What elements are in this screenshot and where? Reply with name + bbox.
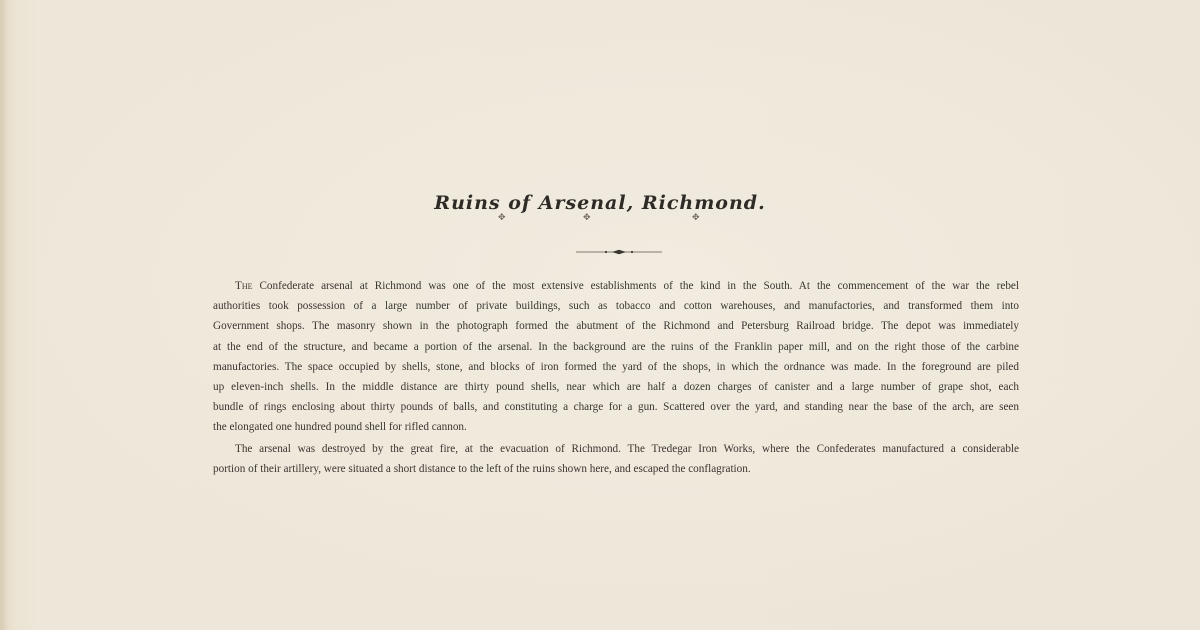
text-line: portion of their artillery, were situated a short distance to the left of the ruins shown here, and escaped the conflagration. [213,462,751,475]
flourish-ornament-icon: ✥ [498,213,506,223]
flourish-ornament-icon: ✥ [692,213,700,223]
text-line: The arsenal was destroyed by the great fire, at the evacuation of Richmond. The Tredegar Iron Works, where the Confederates manufactured a considerable [235,442,1019,455]
body-text [213,276,1019,479]
text-line: Government shops. The masonry shown in the photograph formed the abutment of the Richmond and Petersburg Railroad bridge. The depot was immediately [213,320,1019,333]
text-line: authorities took possession of a large number of private buildings, such as tobacco and cotton warehouses, and manufactories, and transformed them into [213,300,1019,313]
text-line: up eleven-inch shells. In the middle distance are thirty pound shells, near which are half a dozen charges of canister and a large number of grape shot, each [213,380,1019,393]
text-line: bundle of rings enclosing about thirty pounds of balls, and constituting a charge for a gun. Scattered over the yard, and standing near the base of the arch, are seen [213,401,1019,414]
text-line: at the end of the structure, and became a portion of the arsenal. In the background are the ruins of the Franklin paper mill, and on the right those of the carbine [213,340,1019,353]
text-line: manufactories. The space occupied by shells, stone, and blocks of iron formed the yard of the shops, in which the ordnance was made. In the foreground are piled [213,360,1019,373]
text-line: The Confederate arsenal at Richmond was one of the most extensive establishments of the kind in the South. At the commencement of the war the rebel [235,280,1019,292]
flourish-ornament-icon: ✥ [583,213,591,223]
paragraph-2 [213,439,1019,479]
lead-word: The [235,280,253,292]
text-line: the elongated one hundred pound shell for rifled cannon. [213,421,467,434]
ornamental-divider [576,249,662,255]
page-edge [0,0,8,630]
title-flourishes [0,213,1200,233]
paragraph-1 [213,276,1019,438]
page-title: Ruins of Arsenal, Richmond. [434,192,766,214]
